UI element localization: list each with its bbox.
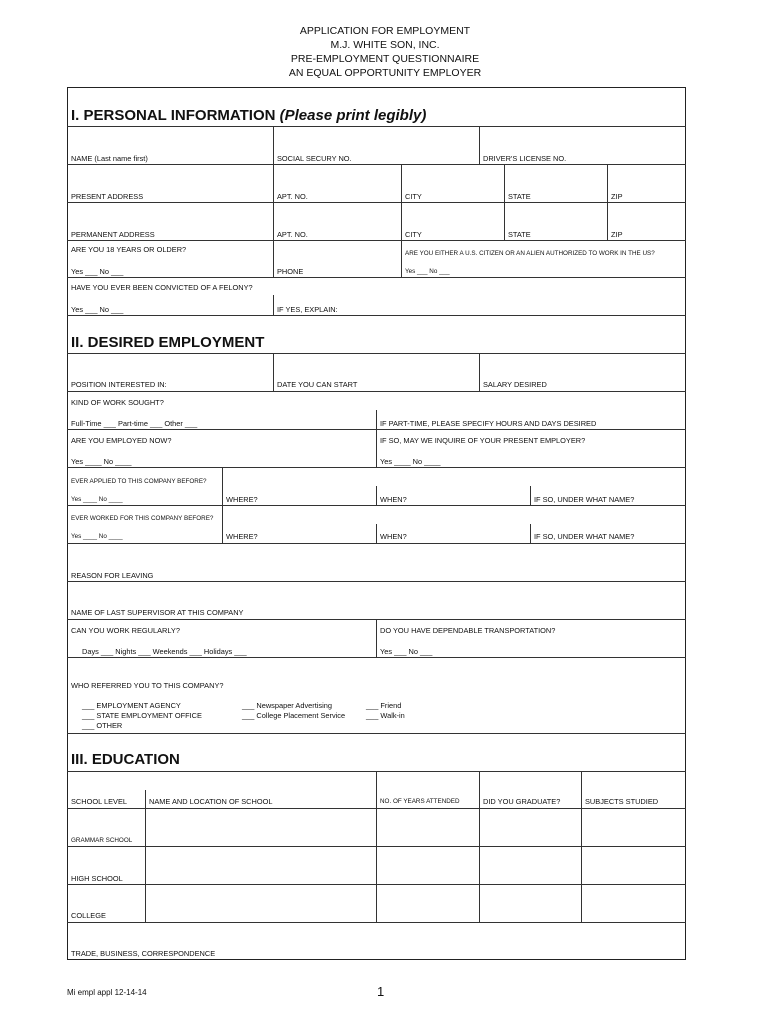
col-school-name: NAME AND LOCATION OF SCHOOL bbox=[149, 797, 273, 806]
zip-field[interactable]: ZIP bbox=[611, 192, 623, 201]
rule bbox=[222, 467, 223, 543]
license-field[interactable]: DRIVER'S LICENSE NO. bbox=[483, 154, 567, 163]
section-title-education: III. EDUCATION bbox=[71, 751, 180, 768]
rule bbox=[504, 164, 505, 240]
ref-state-option[interactable]: ___ STATE EMPLOYMENT OFFICE bbox=[82, 711, 202, 720]
ref-agency-option[interactable]: ___ EMPLOYMENT AGENCY bbox=[82, 701, 181, 710]
rule bbox=[67, 733, 686, 734]
rule bbox=[376, 410, 377, 467]
applied-yes-no[interactable]: Yes ____ No ____ bbox=[71, 496, 123, 503]
felony-question: HAVE YOU EVER BEEN CONVICTED OF A FELONY? bbox=[71, 283, 253, 292]
applied-question: EVER APPLIED TO THIS COMPANY BEFORE? bbox=[71, 478, 207, 485]
kind-question: KIND OF WORK SOUGHT? bbox=[71, 398, 164, 407]
ssn-field[interactable]: SOCIAL SECURY NO. bbox=[277, 154, 352, 163]
rule bbox=[67, 277, 686, 278]
col-subjects: SUBJECTS STUDIED bbox=[585, 797, 659, 806]
rule bbox=[376, 619, 377, 657]
permanent-address-field[interactable]: PERMANENT ADDRESS bbox=[71, 230, 155, 239]
rule bbox=[67, 240, 686, 241]
rule bbox=[145, 808, 146, 922]
start-date-field[interactable]: DATE YOU CAN START bbox=[277, 380, 358, 389]
part-time-field[interactable]: IF PART-TIME, PLEASE SPECIFY HOURS AND DAYS DESIRED bbox=[380, 419, 597, 428]
header-line-1: APPLICATION FOR EMPLOYMENT bbox=[299, 25, 471, 37]
name-field[interactable]: NAME (Last name first) bbox=[71, 154, 148, 163]
citizen-question: ARE YOU EITHER A U.S. CITIZEN OR AN ALIEN AUTHORIZED TO WORK IN THE US? bbox=[405, 250, 655, 257]
present-address-field[interactable]: PRESENT ADDRESS bbox=[71, 192, 144, 201]
rule bbox=[67, 543, 686, 544]
rule bbox=[401, 240, 402, 277]
row-high-school[interactable]: HIGH SCHOOL bbox=[71, 874, 123, 883]
rule bbox=[479, 808, 480, 922]
form-code: Mi empl appl 12-14-14 bbox=[67, 988, 147, 997]
salary-field[interactable]: SALARY DESIRED bbox=[483, 380, 547, 389]
apt-field[interactable]: APT. NO. bbox=[277, 192, 308, 201]
transport-yes-no[interactable]: Yes ___ No ___ bbox=[380, 647, 433, 656]
rule bbox=[376, 524, 377, 543]
felony-yes-no[interactable]: Yes ___ No ___ bbox=[71, 305, 124, 314]
rule bbox=[530, 486, 531, 505]
apt-field[interactable]: APT. NO. bbox=[277, 230, 308, 239]
regular-question: CAN YOU WORK REGULARLY? bbox=[71, 626, 180, 635]
rule bbox=[273, 353, 274, 391]
inquire-question: IF SO, MAY WE INQUIRE OF YOUR PRESENT EMPLOYER? bbox=[380, 436, 586, 445]
rule bbox=[145, 790, 146, 808]
rule bbox=[581, 808, 582, 922]
page-number: 1 bbox=[377, 984, 385, 999]
rule bbox=[67, 315, 686, 316]
rule bbox=[67, 391, 686, 392]
rule bbox=[67, 505, 686, 506]
citizen-yes-no[interactable]: Yes ___ No ___ bbox=[405, 268, 450, 275]
explain-field[interactable]: IF YES, EXPLAIN: bbox=[277, 305, 338, 314]
header-line-4: AN EQUAL OPPORTUNITY EMPLOYER bbox=[288, 67, 482, 79]
rule bbox=[479, 353, 480, 391]
kind-options[interactable]: Full-Time ___ Part-time ___ Other ___ bbox=[71, 419, 198, 428]
row-grammar-school[interactable]: GRAMMAR SCHOOL bbox=[71, 837, 133, 844]
worked-when-field[interactable]: WHEN? bbox=[380, 532, 407, 541]
regular-options[interactable]: Days ___ Nights ___ Weekends ___ Holidays ___ bbox=[82, 647, 247, 656]
referred-question: WHO REFERRED YOU TO THIS COMPANY? bbox=[71, 681, 224, 690]
applied-where-field[interactable]: WHERE? bbox=[226, 495, 258, 504]
supervisor-field[interactable]: NAME OF LAST SUPERVISOR AT THIS COMPANY bbox=[71, 608, 244, 617]
rule bbox=[67, 353, 686, 354]
section-title-desired: II. DESIRED EMPLOYMENT bbox=[71, 334, 265, 351]
zip-field[interactable]: ZIP bbox=[611, 230, 623, 239]
section-subtitle: (Please print legibly) bbox=[279, 107, 427, 124]
rule bbox=[479, 771, 480, 808]
ref-other-option[interactable]: ___ OTHER bbox=[82, 721, 123, 730]
rule bbox=[376, 771, 377, 808]
worked-yes-no[interactable]: Yes ____ No ____ bbox=[71, 533, 123, 540]
inquire-yes-no[interactable]: Yes ____ No ____ bbox=[380, 457, 441, 466]
position-field[interactable]: POSITION INTERESTED IN: bbox=[71, 380, 167, 389]
rule bbox=[273, 164, 274, 278]
applied-when-field[interactable]: WHEN? bbox=[380, 495, 407, 504]
col-school-level: SCHOOL LEVEL bbox=[71, 797, 127, 806]
age-yes-no[interactable]: Yes ___ No ___ bbox=[71, 267, 124, 276]
rule bbox=[67, 202, 686, 203]
rule bbox=[376, 808, 377, 922]
worked-question: EVER WORKED FOR THIS COMPANY BEFORE? bbox=[71, 515, 214, 522]
col-graduated: DID YOU GRADUATE? bbox=[483, 797, 561, 806]
rule bbox=[530, 524, 531, 543]
ref-friend-option[interactable]: ___ Friend bbox=[366, 701, 402, 710]
ref-walkin-option[interactable]: ___ Walk-in bbox=[366, 711, 405, 720]
employed-yes-no[interactable]: Yes ____ No ____ bbox=[71, 457, 132, 466]
form-header bbox=[0, 24, 770, 80]
age-question: ARE YOU 18 YEARS OR OLDER? bbox=[71, 245, 187, 254]
rule bbox=[581, 771, 582, 808]
ref-newspaper-option[interactable]: ___ Newspaper Advertising bbox=[242, 701, 332, 710]
rule bbox=[607, 164, 608, 240]
company-name: M.J. WHITE SON, INC. bbox=[330, 39, 440, 51]
rule bbox=[67, 581, 686, 582]
rule bbox=[479, 126, 480, 164]
city-field[interactable]: CITY bbox=[405, 230, 422, 239]
row-trade[interactable]: TRADE, BUSINESS, CORRESPONDENCE bbox=[71, 949, 216, 958]
worked-where-field[interactable]: WHERE? bbox=[226, 532, 258, 541]
ref-college-option[interactable]: ___ College Placement Service bbox=[242, 711, 346, 720]
city-field[interactable]: CITY bbox=[405, 192, 422, 201]
transport-question: DO YOU HAVE DEPENDABLE TRANSPORTATION? bbox=[380, 626, 556, 635]
worked-name-field[interactable]: IF SO, UNDER WHAT NAME? bbox=[534, 532, 635, 541]
phone-field[interactable]: PHONE bbox=[277, 267, 304, 276]
rule bbox=[67, 922, 686, 923]
rule bbox=[401, 164, 402, 240]
rule bbox=[67, 126, 686, 127]
state-field[interactable]: STATE bbox=[508, 230, 531, 239]
rule bbox=[67, 657, 686, 658]
applied-name-field[interactable]: IF SO, UNDER WHAT NAME? bbox=[534, 495, 635, 504]
employed-question: ARE YOU EMPLOYED NOW? bbox=[71, 436, 172, 445]
row-college[interactable]: COLLEGE bbox=[71, 911, 106, 920]
reason-field[interactable]: REASON FOR LEAVING bbox=[71, 571, 154, 580]
rule bbox=[67, 164, 686, 165]
header-line-3: PRE-EMPLOYMENT QUESTIONNAIRE bbox=[290, 53, 480, 65]
rule bbox=[273, 295, 274, 315]
section-title-personal: I. PERSONAL INFORMATION (Please print legibly) bbox=[71, 107, 427, 124]
rule bbox=[67, 467, 686, 468]
col-years-attended: NO. OF YEARS ATTENDED bbox=[380, 798, 460, 805]
state-field[interactable]: STATE bbox=[508, 192, 531, 201]
rule bbox=[376, 486, 377, 505]
